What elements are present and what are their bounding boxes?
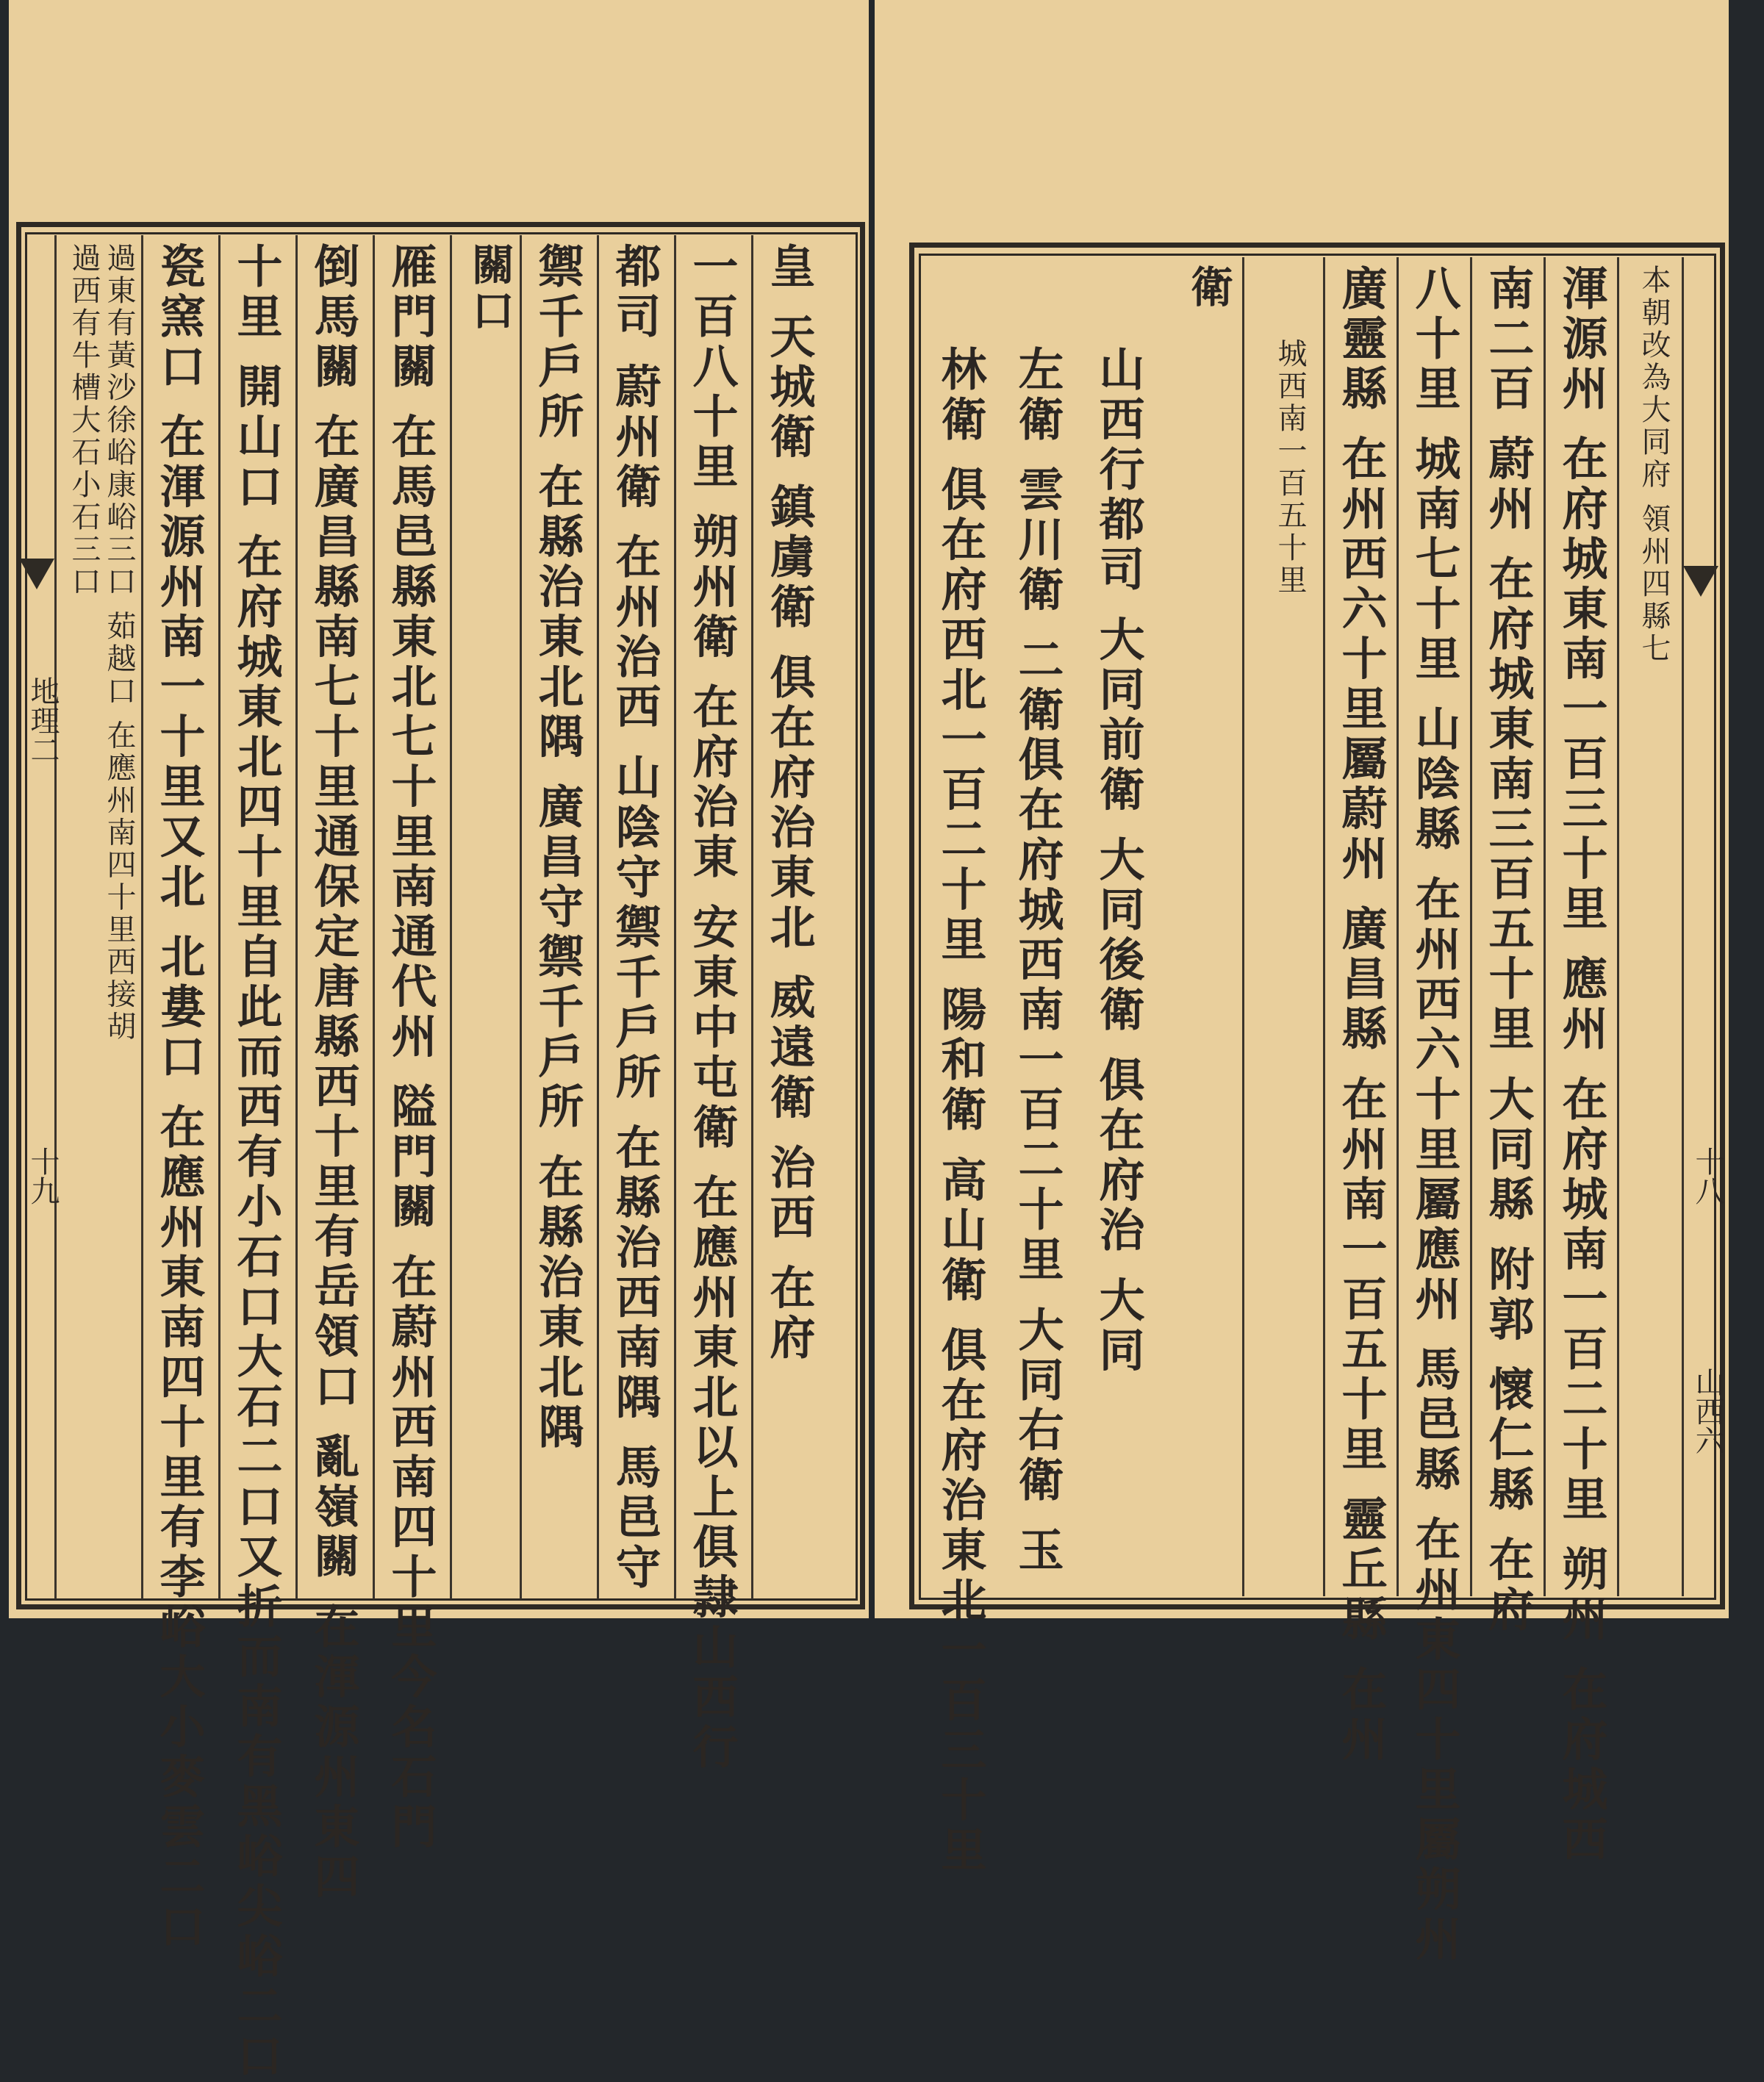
- right-section-heading: 衛: [1183, 265, 1233, 310]
- right-column-8: 山西行都司 大同前衛 大同後衛 俱在府治 大同: [1091, 345, 1145, 1376]
- column-rule: [141, 235, 143, 1599]
- column-rule: [1396, 257, 1399, 1596]
- left-section-heading: 關口: [465, 243, 514, 334]
- column-rule: [751, 235, 753, 1599]
- left-gutter-page: 十九: [26, 1146, 60, 1205]
- column-rule: [520, 235, 522, 1599]
- fish-tail-mark: [19, 559, 54, 589]
- column-rule: [674, 235, 676, 1599]
- left-column-3: 都司 蔚州衛 在州治西 山陰守禦千戶所 在縣治西南隅 馬邑守: [608, 243, 662, 1593]
- left-column-7: 倒馬關 在廣昌縣南七十里通保定唐縣西十里有岳領口 亂嶺關 在渾源州東四: [306, 243, 360, 1903]
- left-column-8: 十里 開山口 在府城東北四十里自此而西有小石口大石二口又折而南有黑峪尖峪二口: [229, 243, 283, 2082]
- right-gutter-label: 山西六: [1690, 1367, 1724, 1455]
- left-gutter-label: 地理二: [26, 676, 60, 764]
- right-column-3: 南二百 蔚州 在府城東南三百五十里 大同縣 附郭 懷仁縣 在府: [1481, 265, 1535, 1636]
- left-column-1: 皇 天城衛 鎮虜衛 俱在府治東北 威遠衛 治西 在府: [762, 243, 816, 1364]
- left-column-9: 瓷窯口 在渾源州南一十里又北 北婁口 在應州東南四十里有李峪大小麥雲二口: [152, 243, 206, 1953]
- fish-tail-mark: [1683, 566, 1718, 597]
- column-rule: [295, 235, 298, 1599]
- left-column-10: 過東有黃沙徐峪康峪三口 茹越口 在應州南四十里西接胡: [102, 243, 136, 1044]
- gutter-rule: [1682, 257, 1684, 1596]
- column-rule: [1544, 257, 1546, 1596]
- left-column-11: 過西有牛槽大石小石三口: [67, 243, 101, 598]
- right-page: [875, 0, 1729, 1965]
- right-column-1: 本朝改為大同府 領州四縣七: [1637, 265, 1671, 665]
- right-column-5: 廣靈縣 在州西六十里屬蔚州 廣昌縣 在州南一百五十里 靈丘縣 在州: [1334, 265, 1388, 1765]
- right-gutter-page: 十八: [1690, 1146, 1724, 1205]
- left-page: [9, 0, 869, 2082]
- column-rule: [218, 235, 220, 1599]
- column-rule: [1470, 257, 1472, 1596]
- left-column-6: 雁門關 在馬邑縣東北七十里南通代州 隘門關 在蔚州西南四十里今名石門: [384, 243, 437, 1853]
- column-rule: [450, 235, 452, 1599]
- right-column-10: 林衛 俱在府西北一百二十里 陽和衛 高山衛 俱在府治東北一百三十里: [933, 345, 987, 1876]
- column-rule: [373, 235, 375, 1599]
- column-rule: [1323, 257, 1325, 1596]
- column-rule: [1242, 257, 1244, 1596]
- right-column-6: 城西南一百五十里: [1273, 338, 1307, 597]
- left-column-2: 一百八十里 朔州衛 在府治東 安東中屯衛 在應州東北以上俱隷山西行: [685, 243, 739, 1773]
- left-column-4: 禦千戶所 在縣治東北隅 廣昌守禦千戶所 在縣治東北隅: [531, 243, 584, 1453]
- right-column-9: 左衛 雲川衛 二衛俱在府城西南一百二十里 大同右衛 玉: [1011, 345, 1064, 1576]
- column-rule: [1617, 257, 1619, 1596]
- column-rule: [597, 235, 599, 1599]
- right-column-2: 渾源州 在府城東南一百三十里 應州 在府城南一百二十里 朔州 在府城西: [1555, 265, 1608, 1865]
- right-column-4: 八十里 城南七十里 山陰縣 在州西六十里屬應州 馬邑縣 在州東四十里屬朔州: [1408, 265, 1461, 1965]
